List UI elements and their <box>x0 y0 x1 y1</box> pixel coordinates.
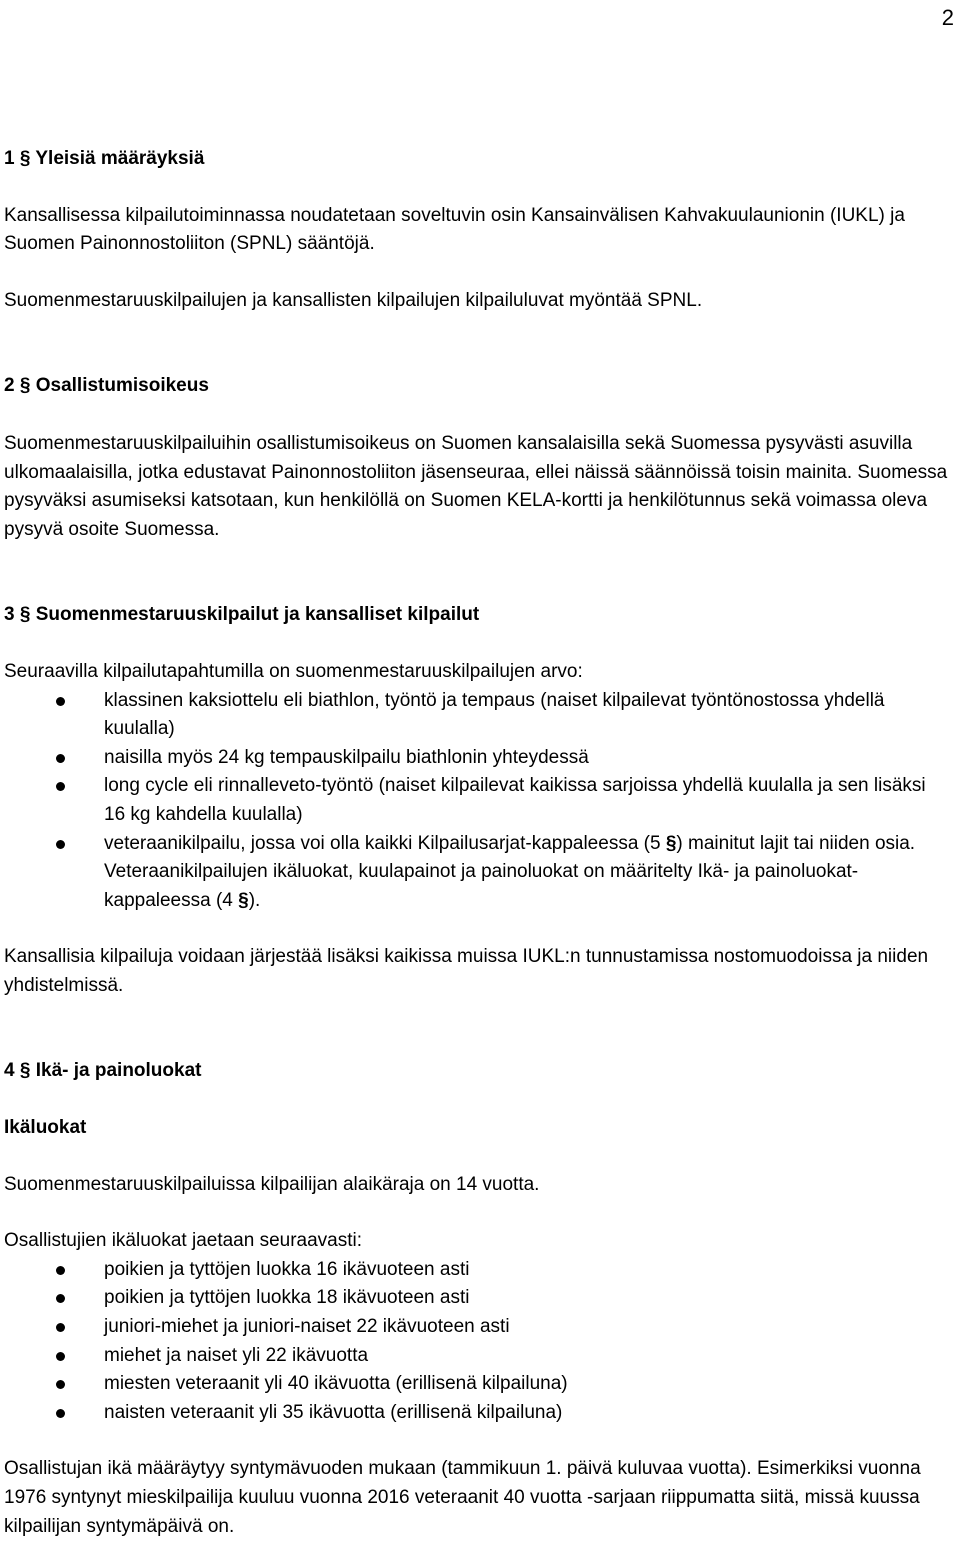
subheading: Ikäluokat <box>4 1117 87 1139</box>
section-number: 1 <box>4 148 15 169</box>
page-number: 2 <box>941 5 954 30</box>
paragraph: Osallistujien ikäluokat jaetaan seuraavasti: <box>4 1230 363 1252</box>
bullet-icon <box>56 697 65 706</box>
list-item: klassinen kaksiottelu eli biathlon, työntö ja tempaus (naiset kilpailevat työntönostossa yhdellä kuulalla) <box>4 687 949 744</box>
section-2-heading <box>4 372 949 401</box>
section-number: 2 <box>4 375 15 397</box>
bullet-icon <box>56 1380 65 1389</box>
bullet-icon <box>56 1266 65 1275</box>
paragraph: Suomenmestaruuskilpailujen ja kansallisten kilpailujen kilpailuluvat myöntää SPNL. <box>4 289 703 311</box>
section-1-heading <box>4 145 949 174</box>
list-item: naisilla myös 24 kg tempauskilpailu biathlonin yhteydessä <box>4 744 949 773</box>
section-title: Ikä- ja painoluokat <box>35 1060 202 1082</box>
section-number: 4 <box>4 1060 15 1082</box>
section-title: Suomenmestaruuskilpailut ja kansalliset kilpailut <box>35 604 480 626</box>
section-symbol: § <box>19 604 31 626</box>
section-symbol: § <box>19 1060 31 1082</box>
list-item: poikien ja tyttöjen luokka 16 ikävuoteen asti <box>4 1256 949 1285</box>
list-item: miehet ja naiset yli 22 ikävuotta <box>4 1342 949 1371</box>
section-symbol: § <box>19 148 31 169</box>
bullet-icon <box>56 1352 65 1361</box>
list-item: veteraanikilpailu, jossa voi olla kaikki Kilpailusarjat-kappaleessa (5 §) mainitut lajit tai niiden osia. Veteraanikilpailujen ikäluokat, kuulapainot ja painoluokat on määritelty Ikä- ja painoluokat-kappaleessa (4 §). <box>4 830 949 916</box>
list-item: miesten veteraanit yli 40 ikävuotta (erillisenä kilpailuna) <box>4 1370 949 1399</box>
bullet-icon <box>56 1294 65 1303</box>
section-symbol: § <box>665 832 677 854</box>
document-body <box>4 145 949 1541</box>
age-class-list <box>4 1256 949 1428</box>
bullet-icon <box>56 840 65 849</box>
section-4-heading <box>4 1057 949 1086</box>
paragraph: Osallistujan ikä määräytyy syntymävuoden mukaan (tammikuun 1. päivä kuluvaa vuotta). Esimerkiksi vuonna 1976 syntynyt mieskilpailija kuuluu vuonna 2016 veteraanit 40 vuotta -sarjaan riippumatta siitä, missä kuussa kilpailijan syntymäpäivä on. <box>4 1458 921 1537</box>
section-symbol: § <box>238 889 249 911</box>
paragraph: Seuraavilla kilpailutapahtumilla on suomenmestaruuskilpailujen arvo: <box>4 660 583 682</box>
list-item: juniori-miehet ja juniori-naiset 22 ikävuoteen asti <box>4 1313 949 1342</box>
paragraph: Kansallisessa kilpailutoiminnassa noudatetaan soveltuvin osin Kansainvälisen Kahvakuulaunionin (IUKL) ja Suomen Painonnostoliiton (SPNL) sääntöjä. <box>4 204 905 255</box>
bullet-icon <box>56 1409 65 1418</box>
bullet-icon <box>56 1323 65 1332</box>
list-item: naisten veteraanit yli 35 ikävuotta (erillisenä kilpailuna) <box>4 1399 949 1428</box>
bullet-icon <box>56 754 65 763</box>
section-number: 3 <box>4 604 15 626</box>
paragraph: Suomenmestaruuskilpailuihin osallistumisoikeus on Suomen kansalaisilla sekä Suomessa pysyvästi asuvilla ulkomaalaisilla, jotka edustavat Painonnostoliiton jäsenseuraa, ellei näissä säännöissä toisin mainita. Suomessa pysyväksi asumiseksi katsotaan, kun henkilöllä on Suomen KELA-kortti ja henkilötunnus sekä voimassa oleva pysyvä osoite Suomessa. <box>4 432 948 540</box>
bullet-icon <box>56 782 65 791</box>
section-title: Yleisiä määräyksiä <box>35 148 205 169</box>
section-3-heading <box>4 601 949 630</box>
paragraph: Suomenmestaruuskilpailuissa kilpailijan alaikäraja on 14 vuotta. <box>4 1173 540 1195</box>
section-symbol: § <box>19 375 31 397</box>
list-item: long cycle eli rinnalleveto-työntö (naiset kilpailevat kaikissa sarjoissa yhdellä kuulalla ja sen lisäksi 16 kg kahdella kuulalla) <box>4 772 949 829</box>
competition-list <box>4 687 949 916</box>
paragraph: Kansallisia kilpailuja voidaan järjestää lisäksi kaikissa muissa IUKL:n tunnustamissa nostomuodoissa ja niiden yhdistelmissä. <box>4 946 929 996</box>
list-item: poikien ja tyttöjen luokka 18 ikävuoteen asti <box>4 1284 949 1313</box>
section-title: Osallistumisoikeus <box>35 375 209 397</box>
